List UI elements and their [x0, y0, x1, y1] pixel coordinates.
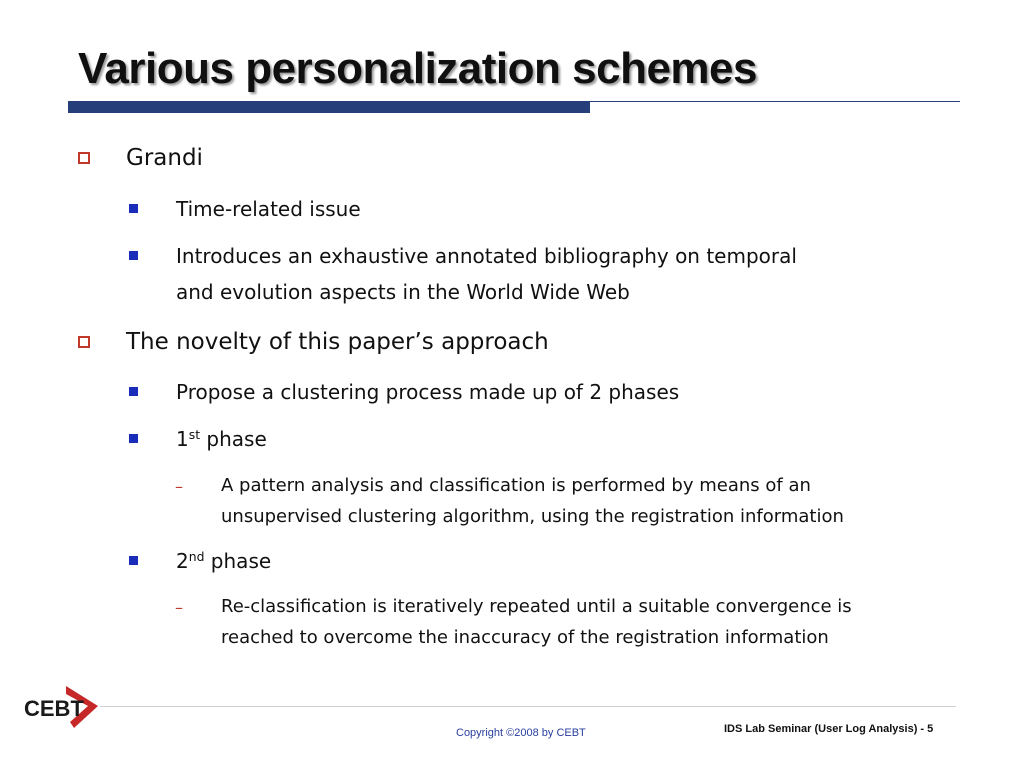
- square-bullet-icon: [129, 387, 138, 396]
- square-bullet-icon: [129, 556, 138, 565]
- bullet-pattern-analysis-line2: unsupervised clustering algorithm, using the registration information: [221, 506, 844, 527]
- phase-label: phase: [200, 427, 267, 451]
- bullet-reclassification-line2: reached to overcome the inaccuracy of the registration information: [221, 627, 829, 648]
- bullet-pattern-analysis-line1: A pattern analysis and classification is performed by means of an: [221, 475, 811, 496]
- bullet-reclassification-line1: Re-classification is iteratively repeated until a suitable convergence is: [221, 596, 852, 617]
- bullet-clustering-process: Propose a clustering process made up of 2 phases: [176, 380, 680, 404]
- bullet-second-phase: [176, 549, 271, 573]
- bullet-bibliography-line2: and evolution aspects in the World Wide Web: [176, 280, 630, 304]
- square-bullet-icon: [129, 434, 138, 443]
- title-underline-bar: [68, 101, 590, 113]
- hollow-square-bullet-icon: [78, 152, 90, 164]
- square-bullet-icon: [129, 251, 138, 260]
- copyright-text: Copyright ©2008 by CEBT: [456, 727, 586, 739]
- phase-number: 2: [176, 549, 189, 573]
- phase-label: phase: [204, 549, 272, 573]
- hollow-square-bullet-icon: [78, 336, 90, 348]
- cebt-logo: [22, 682, 102, 732]
- dash-bullet-icon: –: [175, 598, 183, 617]
- footer-divider: [100, 706, 956, 707]
- bullet-time-related: Time-related issue: [176, 197, 361, 221]
- phase-number: 1: [176, 427, 189, 451]
- slide-title: Various personalization schemes: [78, 44, 757, 93]
- square-bullet-icon: [129, 204, 138, 213]
- phase-ordinal-suffix: st: [188, 427, 201, 443]
- bullet-novelty: The novelty of this paper’s approach: [126, 329, 549, 355]
- seminar-page-label: IDS Lab Seminar (User Log Analysis) - 5: [724, 723, 934, 735]
- bullet-grandi: Grandi: [126, 145, 203, 171]
- title-underline-rule: [590, 101, 960, 102]
- dash-bullet-icon: –: [175, 477, 183, 496]
- bullet-first-phase: [176, 427, 267, 451]
- svg-text:CEBT: CEBT: [24, 696, 84, 721]
- phase-ordinal-suffix: nd: [188, 549, 205, 565]
- bullet-bibliography-line1: Introduces an exhaustive annotated bibliography on temporal: [176, 244, 797, 268]
